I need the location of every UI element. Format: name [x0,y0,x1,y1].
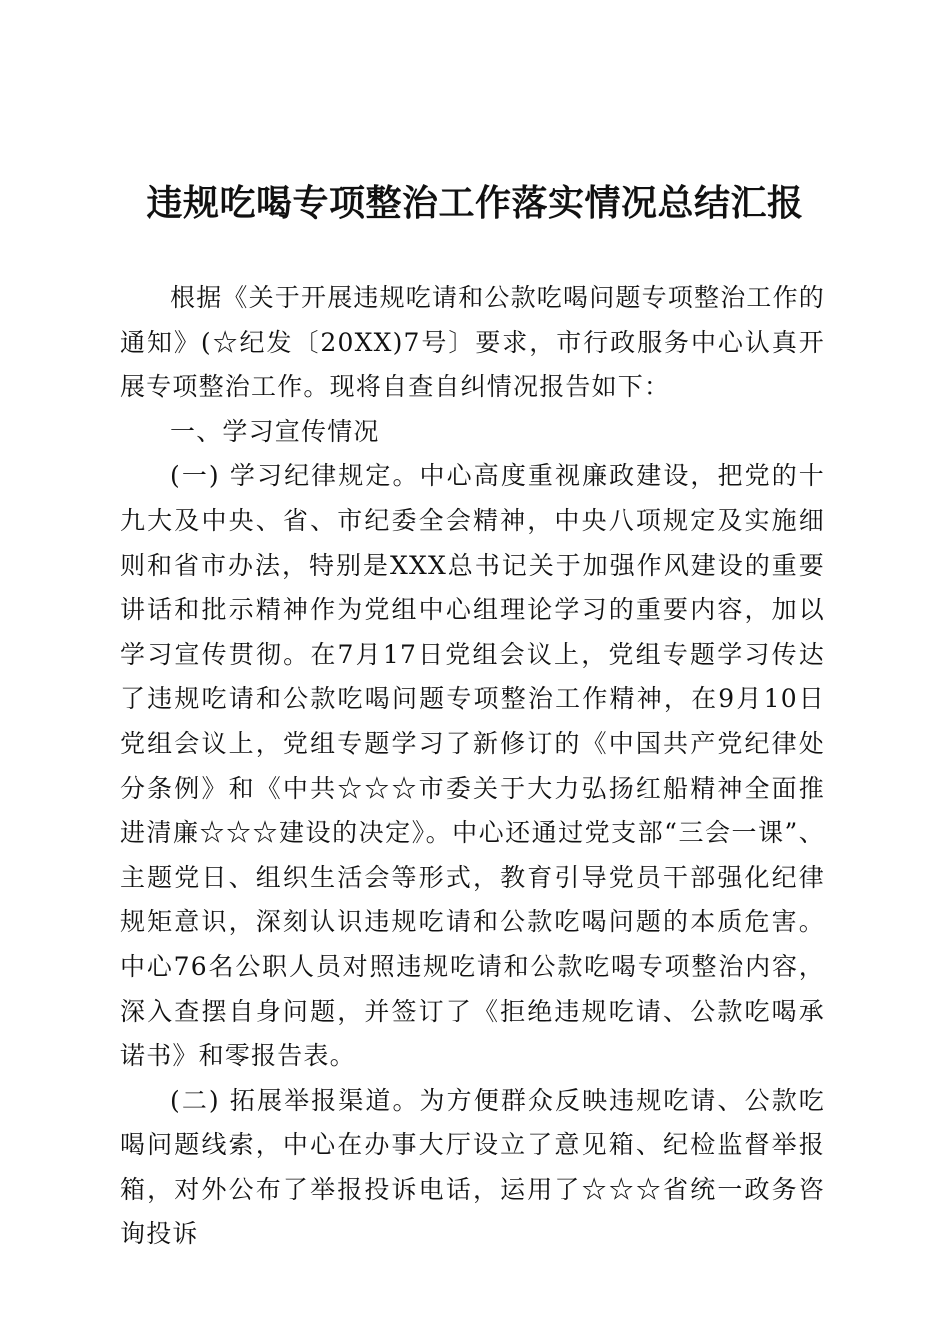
subsection-lead: (二) 拓展举报渠道。 [170,1085,420,1115]
paragraph-report-channels [120,1079,825,1257]
paragraph-text: 为方便群众反映违规吃请、公款吃喝问题线索，中心在办事大厅设立了意见箱、纪检监督举报箱，对外公布了举报投诉电话，运用了☆☆☆省统一政务咨询投诉 [120,1085,825,1249]
paragraph-text: 中心高度重视廉政建设，把党的十九大及中央、省、市纪委全会精神，中央八项规定及实施细则和省市办法，特别是XXX总书记关于加强作风建设的重要讲话和批示精神作为党组中心组理论学习的重要内容，加以学习宣传贯彻。在7月17日党组会议上，党组专题学习传达了违规吃请和公款吃喝问题专项整治工作精神，在9月10日党组会议上，党组专题学习了新修订的《中国共产党纪律处分条例》和《中共☆☆☆市委关于大力弘扬红船精神全面推进清廉☆☆☆建设的决定》。中心还通过党支部“三会一课”、主题党日、组织生活会等形式，教育引导党员干部强化纪律规矩意识，深刻认识违规吃请和公款吃喝问题的本质危害。中心76名公职人员对照违规吃请和公款吃喝专项整治内容，深入查摆自身问题，并签订了《拒绝违规吃请、公款吃喝承诺书》和零报告表。 [120,461,825,1071]
section-heading: 一、学习宣传情况 [170,416,380,446]
document-title: 违规吃喝专项整治工作落实情况总结汇报 [146,182,804,224]
subsection-lead: (一) 学习纪律规定。 [170,461,420,491]
intro-paragraph: 根据《关于开展违规吃请和公款吃喝问题专项整治工作的通知》(☆纪发〔20XX)7号〕要求，市行政服务中心认真开展专项整治工作。现将自查自纠情况报告如下： [120,283,826,402]
document-body [120,276,825,1257]
paragraph-study-rules [120,454,825,1078]
